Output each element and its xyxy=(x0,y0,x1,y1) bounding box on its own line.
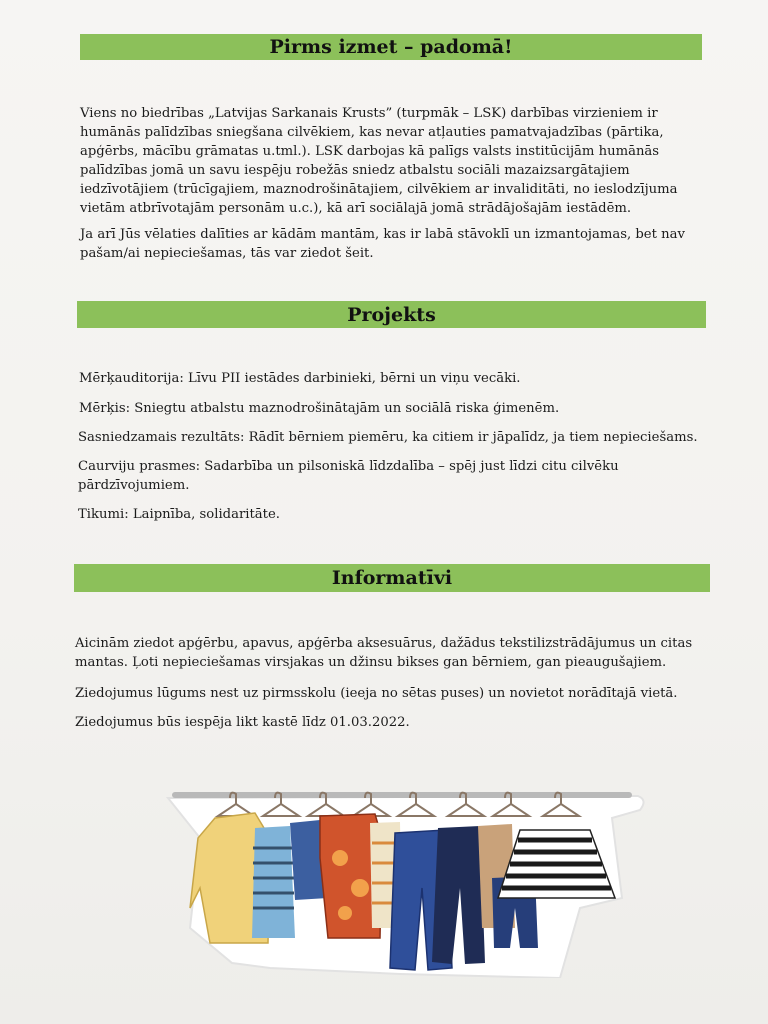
project-audience: Mērķauditorija: Līvu PII iestādes darbinieki, bērni un viņu vecāki. xyxy=(79,371,521,386)
project-result: Sasniedzamais rezultāts: Rādīt bērniem piemēru, ka citiem ir jāpalīdz, ja tiem nepieciešams. xyxy=(78,430,698,445)
striped-top-icon xyxy=(252,826,295,938)
donate-paragraph: Ja arī Jūs vēlaties dalīties ar kādām mantām, kas ir labā stāvoklī un izmantojamas, bet nav pašam/ai nepieciešamas, tās var ziedot šeit. xyxy=(80,227,685,261)
info-items-paragraph: Aicinām ziedot apģērbu, apavus, apģērba aksesuārus, dažādus tekstilizstrādājumus un citas mantas. Ļoti nepieciešamas virsjakas un džinsu bikses gan bērniem, gan pieaugušajiem. xyxy=(75,636,693,670)
heading-text: Pirms izmet – padomā! xyxy=(269,36,513,58)
project-skills: Caurviju prasmes: Sadarbība un pilsoniskā līdzdalība – spēj just līdzi citu cilvēku pārdzīvojumiem. xyxy=(78,459,619,493)
project-virtues: Tikumi: Laipnība, solidaritāte. xyxy=(78,507,280,522)
info-deadline-paragraph: Ziedojumus būs iespēja likt kastē līdz 01.03.2022. xyxy=(75,715,410,730)
clothes-rack-illustration xyxy=(160,778,650,978)
rail-icon xyxy=(172,792,632,798)
section-heading-project xyxy=(77,301,706,328)
intro-paragraph: Viens no biedrības „Latvijas Sarkanais Krusts” (turpmāk – LSK) darbības virzieniem ir humānās palīdzības sniegšana cilvēkiem, kas nevar atļauties pamatvajadzības (pārtika, apģērbs, mācību grāmatas u.tml.). LSK darbojas kā palīgs valsts institūcijām humānās palīdzības jomā un savu iespēju robežās sniedz atbalstu sociāli mazaizsargātajiem iedzīvotājiem (trūcīgajiem, maznodrošinātajiem, cilvēkiem ar invaliditāti, no ieslodzījuma vietām atbrīvotajām personām u.c.), kā arī sociālajā jomā strādājošajām iestādēm. xyxy=(80,106,678,216)
section-heading-intro xyxy=(80,34,702,60)
section-heading-info xyxy=(74,564,710,592)
project-goal: Mērķis: Sniegtu atbalstu maznodrošinātajām un sociālā riska ģimenēm. xyxy=(79,401,560,416)
info-location-paragraph: Ziedojumus lūgums nest uz pirmsskolu (ieeja no sētas puses) un novietot norādītajā vietā. xyxy=(75,686,678,701)
heading-text: Projekts xyxy=(347,303,436,326)
heading-text: Informatīvi xyxy=(331,567,453,589)
